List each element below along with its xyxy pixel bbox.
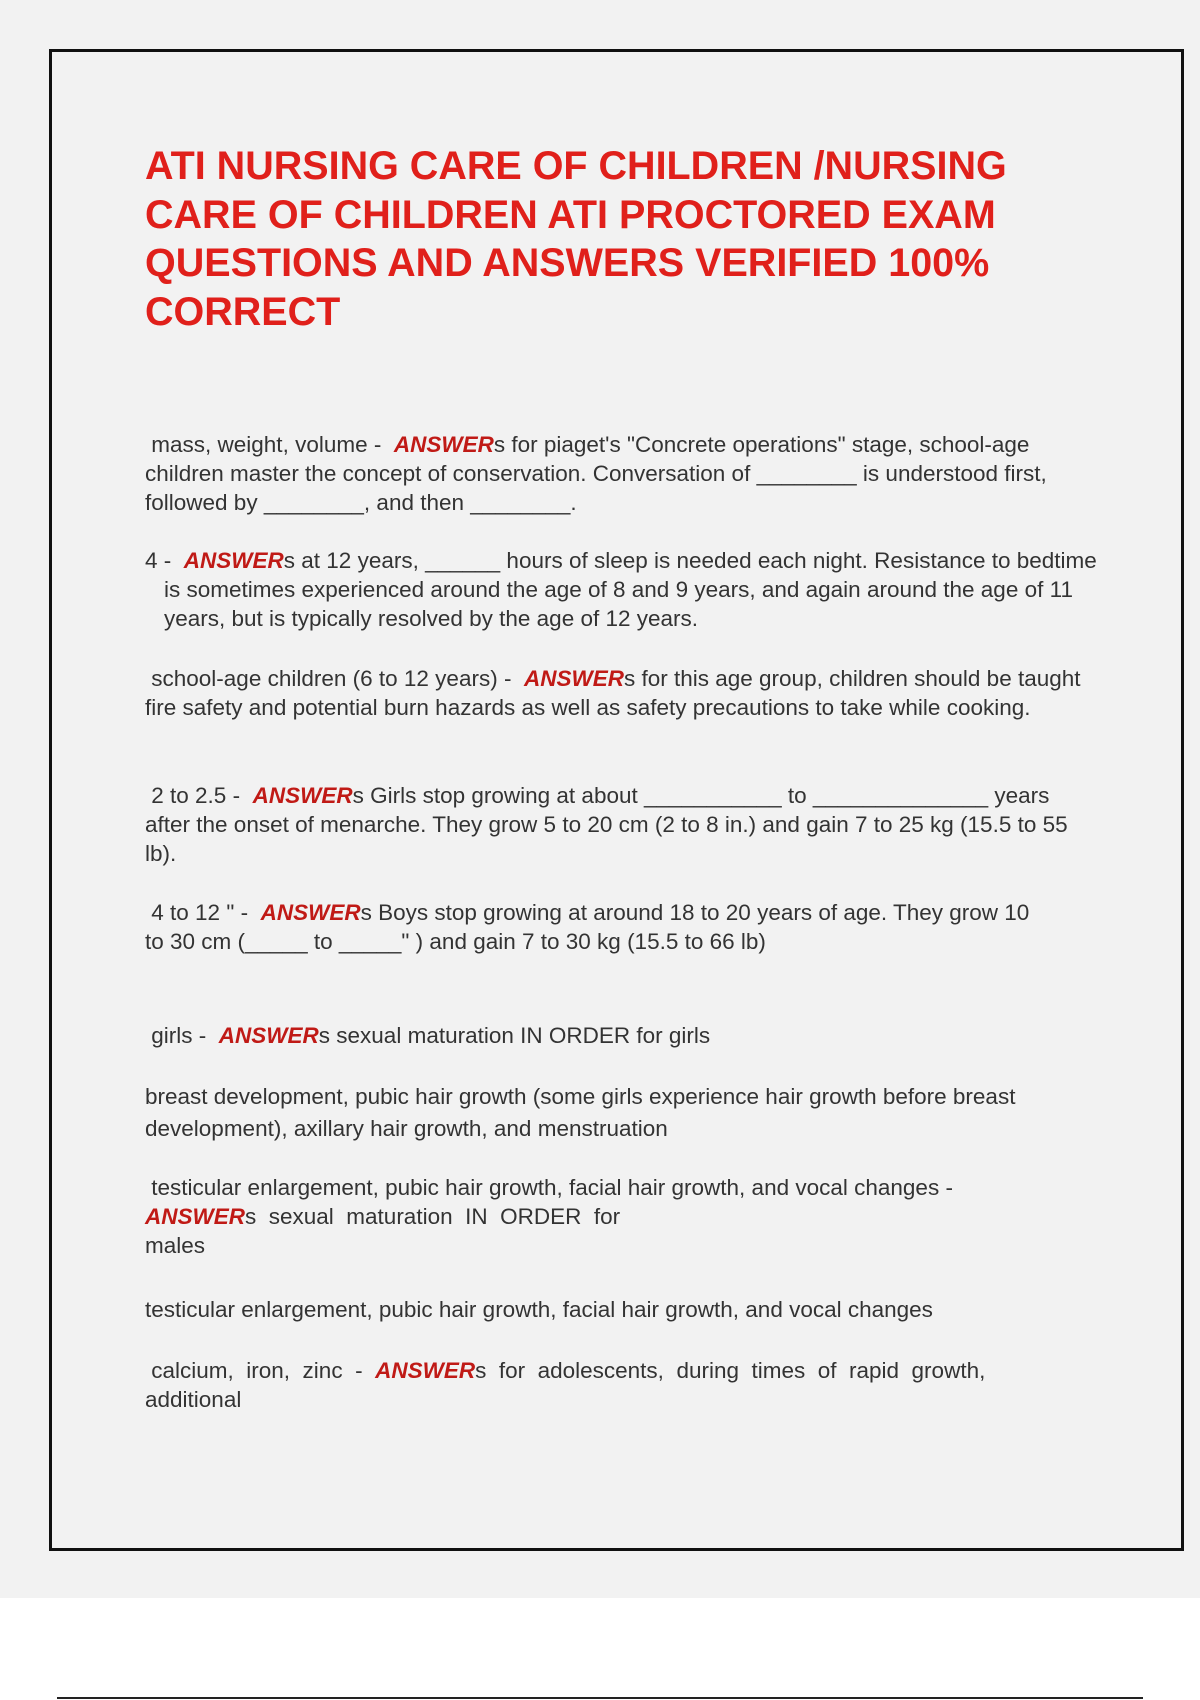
qa-text: s for adolescents, during times of rapid growth, bbox=[475, 1358, 986, 1383]
answer-marker: ANSWER bbox=[218, 1023, 319, 1048]
answer-marker: ANSWER bbox=[393, 432, 494, 457]
qa-item bbox=[145, 1021, 1085, 1050]
qa-text: s at 12 years, ______ hours of sleep is needed each night. Resistance to bedtime is sometimes experienced around the age of 8 and 9 years, and again around the age of 11 years, but is typically resolved by the age of 12 years. bbox=[164, 548, 1097, 631]
qa-text: s sexual maturation IN ORDER for girls bbox=[318, 1023, 711, 1048]
qa-lead: calcium, iron, zinc - bbox=[151, 1358, 363, 1383]
answer-marker: ANSWER bbox=[375, 1358, 476, 1383]
qa-item bbox=[145, 898, 1085, 956]
qa-text-continued: males bbox=[145, 1233, 206, 1258]
answer-marker: ANSWER bbox=[145, 1204, 245, 1229]
qa-item bbox=[145, 546, 1104, 633]
qa-lead: school-age children (6 to 12 years) - bbox=[151, 666, 512, 691]
qa-text: s for this age group, children should be taught fire safety and potential burn hazards as well as safety precautions to take while cooking. bbox=[145, 666, 1081, 720]
qa-text: s for piaget's "Concrete operations" stage, school-age children master the concept of conservation. Conversation of ________ is understood first, followed by ________, and then ________. bbox=[145, 432, 1047, 515]
qa-item bbox=[145, 664, 1085, 722]
qa-text: s sexual maturation IN ORDER for bbox=[245, 1204, 621, 1229]
qa-lead: mass, weight, volume - bbox=[151, 432, 382, 457]
document-title: ATI NURSING CARE OF CHILDREN /NURSING CARE OF CHILDREN ATI PROCTORED EXAM QUESTIONS AND ANSWERS VERIFIED 100% CORRECT bbox=[145, 144, 1007, 334]
qa-answer-text: breast development, pubic hair growth (some girls experience hair growth before breast development), axillary hair growth, and menstruation bbox=[145, 1084, 1016, 1141]
qa-lead: 4 - bbox=[145, 548, 172, 573]
qa-text-continued: additional bbox=[145, 1387, 242, 1412]
qa-answer-text: testicular enlargement, pubic hair growth, facial hair growth, and vocal changes bbox=[145, 1297, 933, 1322]
qa-text: s Boys stop growing at around 18 to 20 years of age. They grow 10 bbox=[360, 900, 1030, 925]
answer-marker: ANSWER bbox=[260, 900, 361, 925]
qa-item bbox=[145, 1173, 1085, 1260]
qa-text-continued: to 30 cm (_____ to _____" ) and gain 7 to 30 kg (15.5 to 66 lb) bbox=[145, 929, 766, 954]
qa-text: s Girls stop growing at about ___________ to ______________ years after the onset of menarche. They grow 5 to 20 cm (2 to 8 in.) and gain 7 to 25 kg (15.5 to 55 lb). bbox=[145, 783, 1068, 866]
qa-lead: testicular enlargement, pubic hair growth, facial hair growth, and vocal changes - bbox=[151, 1175, 953, 1200]
answer-marker: ANSWER bbox=[183, 548, 284, 573]
qa-lead: 2 to 2.5 - bbox=[151, 783, 241, 808]
qa-item bbox=[145, 1356, 1085, 1414]
qa-item bbox=[145, 430, 1085, 517]
qa-item bbox=[145, 781, 1085, 868]
footer-divider bbox=[57, 1697, 1143, 1699]
answer-marker: ANSWER bbox=[252, 783, 353, 808]
qa-lead: 4 to 12 " - bbox=[151, 900, 249, 925]
answer-marker: ANSWER bbox=[523, 666, 624, 691]
qa-lead: girls - bbox=[151, 1023, 207, 1048]
